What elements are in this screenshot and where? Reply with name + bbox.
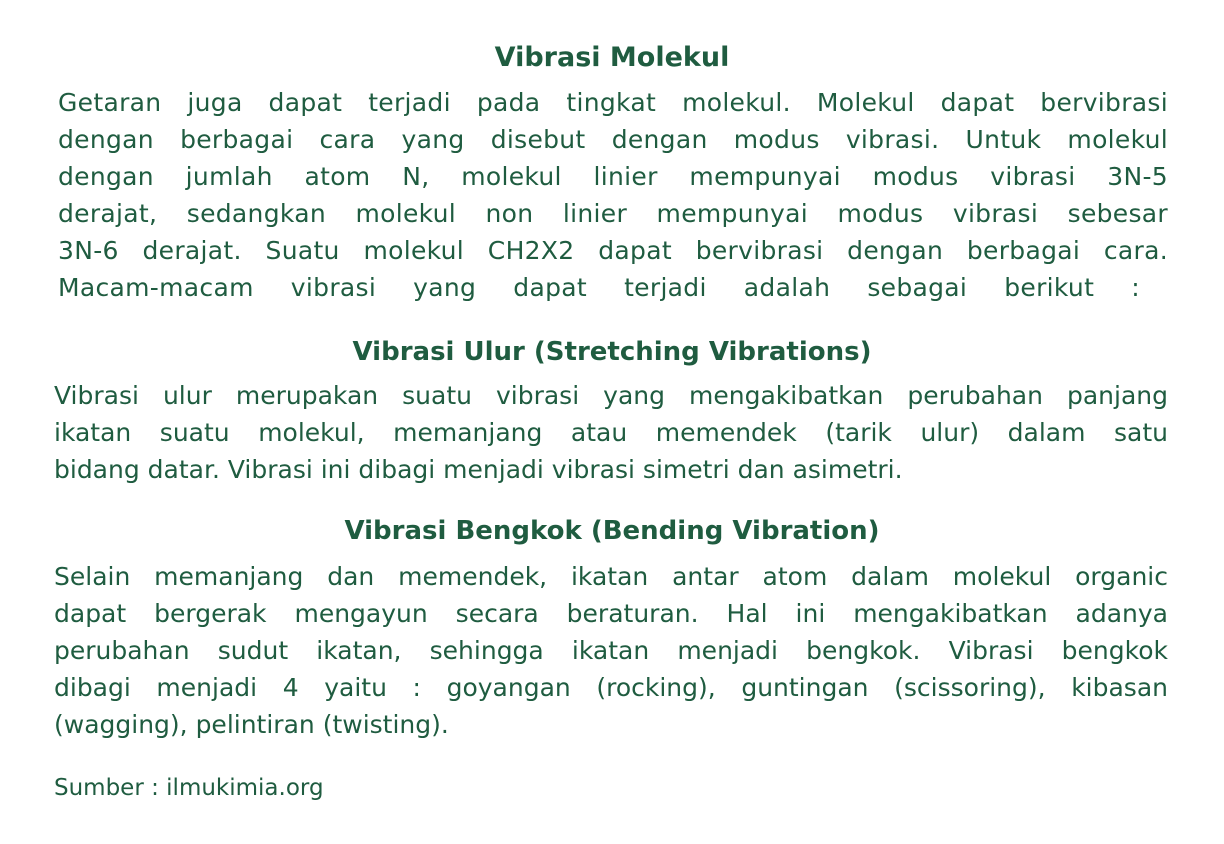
source-credit: Sumber : ilmukimia.org <box>54 775 324 801</box>
bending-line: (wagging), pelintiran (twisting). <box>54 710 449 739</box>
stretching-heading: Vibrasi Ulur (Stretching Vibrations) <box>352 337 872 367</box>
document-title: Vibrasi Molekul <box>494 42 730 73</box>
bending-paragraph <box>54 558 1168 743</box>
intro-paragraph <box>58 84 1168 306</box>
stretching-line: bidang datar. Vibrasi ini dibagi menjadi vibrasi simetri dan asimetri. <box>54 455 903 484</box>
stretching-line: ikatan suatu molekul, memanjang atau memendek (tarik ulur) dalam satu <box>54 418 1168 447</box>
intro-line: Getaran juga dapat terjadi pada tingkat molekul. Molekul dapat bervibrasi <box>58 88 1168 117</box>
stretching-paragraph <box>54 377 1168 488</box>
bending-line: dapat bergerak mengayun secara beraturan. Hal ini mengakibatkan adanya <box>54 599 1168 628</box>
intro-line: derajat, sedangkan molekul non linier mempunyai modus vibrasi sebesar <box>58 199 1168 228</box>
intro-line: Macam-macam vibrasi yang dapat terjadi adalah sebagai berikut : <box>58 273 1140 302</box>
intro-line: dengan berbagai cara yang disebut dengan modus vibrasi. Untuk molekul <box>58 125 1168 154</box>
bending-heading: Vibrasi Bengkok (Bending Vibration) <box>344 516 880 546</box>
stretching-line: Vibrasi ulur merupakan suatu vibrasi yang mengakibatkan perubahan panjang <box>54 381 1168 410</box>
bending-line: dibagi menjadi 4 yaitu : goyangan (rocking), guntingan (scissoring), kibasan <box>54 673 1168 702</box>
intro-line: dengan jumlah atom N, molekul linier mempunyai modus vibrasi 3N-5 <box>58 162 1168 191</box>
bending-line: Selain memanjang dan memendek, ikatan antar atom dalam molekul organic <box>54 562 1168 591</box>
intro-line: 3N-6 derajat. Suatu molekul CH2X2 dapat bervibrasi dengan berbagai cara. <box>58 236 1168 265</box>
bending-line: perubahan sudut ikatan, sehingga ikatan menjadi bengkok. Vibrasi bengkok <box>54 636 1168 665</box>
